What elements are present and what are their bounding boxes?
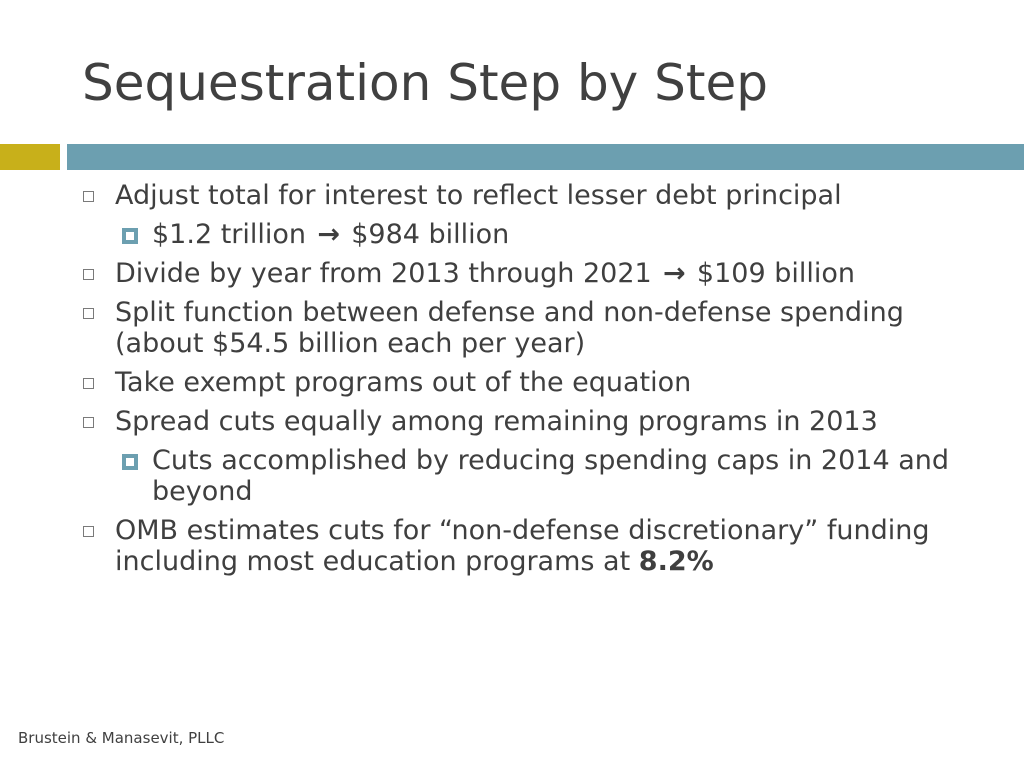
bullet-text: OMB estimates cuts for “non-defense discretionary” funding including most education programs at bbox=[115, 515, 930, 577]
bullet-item bbox=[80, 297, 990, 359]
bullet-item bbox=[80, 367, 990, 398]
square-bullet-icon bbox=[122, 454, 138, 470]
square-bullet-icon bbox=[122, 228, 138, 244]
bullet-item bbox=[80, 258, 990, 289]
hollow-square-bullet-icon bbox=[83, 308, 94, 319]
title-accent-bar-teal bbox=[67, 144, 1024, 170]
bullet-text: Split function between defense and non-defense spending (about $54.5 billion each per year) bbox=[115, 297, 904, 359]
bullet-text: $1.2 trillion bbox=[152, 219, 307, 250]
hollow-square-bullet-icon bbox=[83, 269, 94, 280]
hollow-square-bullet-icon bbox=[83, 191, 94, 202]
hollow-square-bullet-icon bbox=[83, 526, 94, 537]
bullet-list bbox=[80, 180, 990, 585]
right-arrow-icon: → bbox=[317, 219, 340, 250]
bullet-item bbox=[80, 515, 990, 577]
sub-bullet-item bbox=[80, 445, 990, 507]
sub-bullet-item bbox=[80, 219, 990, 250]
bullet-item bbox=[80, 406, 990, 437]
hollow-square-bullet-icon bbox=[83, 378, 94, 389]
footer-firm-name: Brustein & Manasevit, PLLC bbox=[18, 729, 225, 747]
bullet-item bbox=[80, 180, 990, 211]
bullet-text: Spread cuts equally among remaining programs in 2013 bbox=[115, 406, 878, 437]
hollow-square-bullet-icon bbox=[83, 417, 94, 428]
bullet-text: Adjust total for interest to reflect lesser debt principal bbox=[115, 180, 842, 211]
title-accent-bar-gold bbox=[0, 144, 60, 170]
bullet-text: Divide by year from 2013 through 2021 bbox=[115, 258, 652, 289]
bullet-text: $984 billion bbox=[351, 219, 510, 250]
emphasis-value: 8.2% bbox=[638, 546, 714, 577]
bullet-text: Take exempt programs out of the equation bbox=[115, 367, 692, 398]
right-arrow-icon: → bbox=[663, 258, 686, 289]
bullet-text: $109 billion bbox=[696, 258, 855, 289]
slide-title: Sequestration Step by Step bbox=[82, 54, 769, 112]
bullet-text: Cuts accomplished by reducing spending caps in 2014 and beyond bbox=[152, 445, 950, 507]
